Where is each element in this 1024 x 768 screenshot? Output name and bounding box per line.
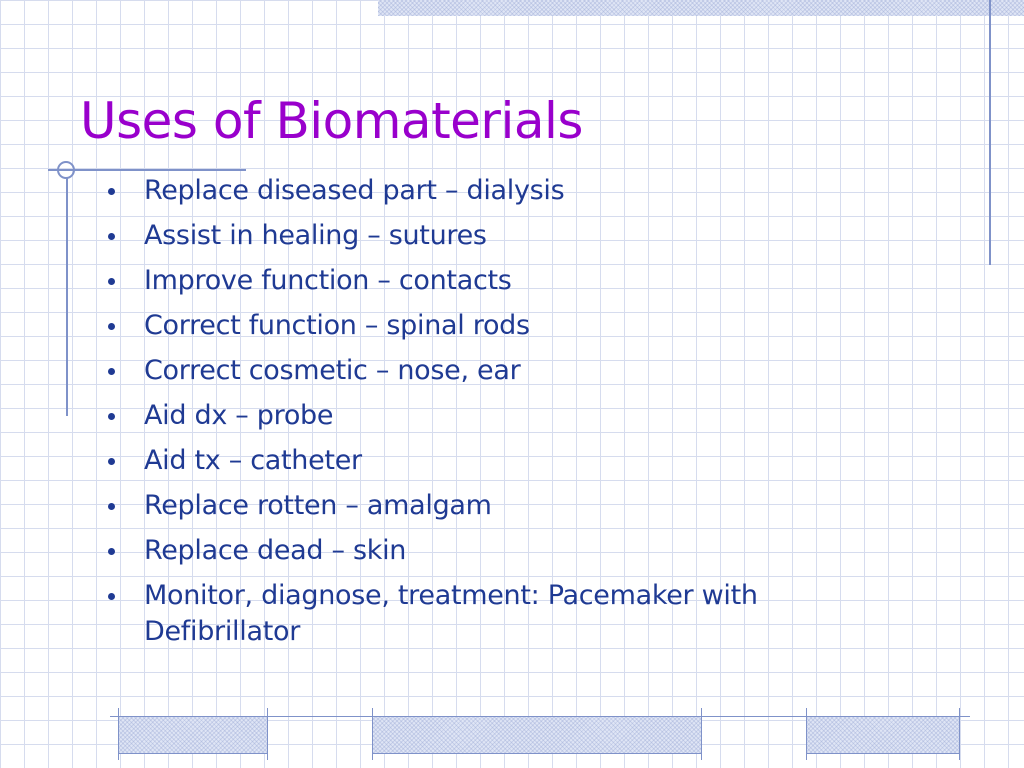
bullet-item: [100, 308, 900, 344]
bullet-dot-icon: [108, 188, 115, 195]
bullet-list: [100, 173, 900, 659]
bullet-item: [100, 353, 900, 389]
bullet-text: Replace rotten – amalgam: [144, 490, 492, 521]
bullet-text: Correct function – spinal rods: [144, 310, 530, 341]
crosshair-ornament-icon: [50, 158, 78, 186]
bullet-text: Monitor, diagnose, treatment: Pacemaker with Defibrillator: [144, 580, 758, 647]
bullet-item: [100, 488, 900, 524]
bottom-decorative-block: [806, 716, 960, 754]
bullet-item: [100, 398, 900, 434]
bottom-decorative-block: [372, 716, 702, 754]
slide-title: Uses of Biomaterials: [80, 92, 583, 150]
bullet-dot-icon: [108, 458, 115, 465]
bullet-text: Aid tx – catheter: [144, 445, 362, 476]
bullet-dot-icon: [108, 593, 115, 600]
bullet-text: Aid dx – probe: [144, 400, 334, 431]
bullet-dot-icon: [108, 323, 115, 330]
bullet-dot-icon: [108, 503, 115, 510]
bullet-item: [100, 173, 900, 209]
right-accent-line: [989, 0, 991, 265]
bottom-decorative-block: [118, 716, 268, 754]
bullet-dot-icon: [108, 233, 115, 240]
bottom-rule: [110, 716, 970, 717]
bullet-dot-icon: [108, 278, 115, 285]
bullet-text: Assist in healing – sutures: [144, 220, 487, 251]
bullet-dot-icon: [108, 368, 115, 375]
bullet-dot-icon: [108, 548, 115, 555]
bullet-item: [100, 533, 900, 569]
bullet-dot-icon: [108, 413, 115, 420]
top-decorative-band: [378, 0, 1024, 16]
bullet-text: Replace dead – skin: [144, 535, 407, 566]
left-accent-line: [66, 178, 68, 416]
bullet-item: [100, 443, 900, 479]
bullet-text: Replace diseased part – dialysis: [144, 175, 565, 206]
bullet-text: Improve function – contacts: [144, 265, 512, 296]
bullet-text: Correct cosmetic – nose, ear: [144, 355, 521, 386]
bullet-item: [100, 578, 900, 650]
bullet-item: [100, 218, 900, 254]
bullet-item: [100, 263, 900, 299]
